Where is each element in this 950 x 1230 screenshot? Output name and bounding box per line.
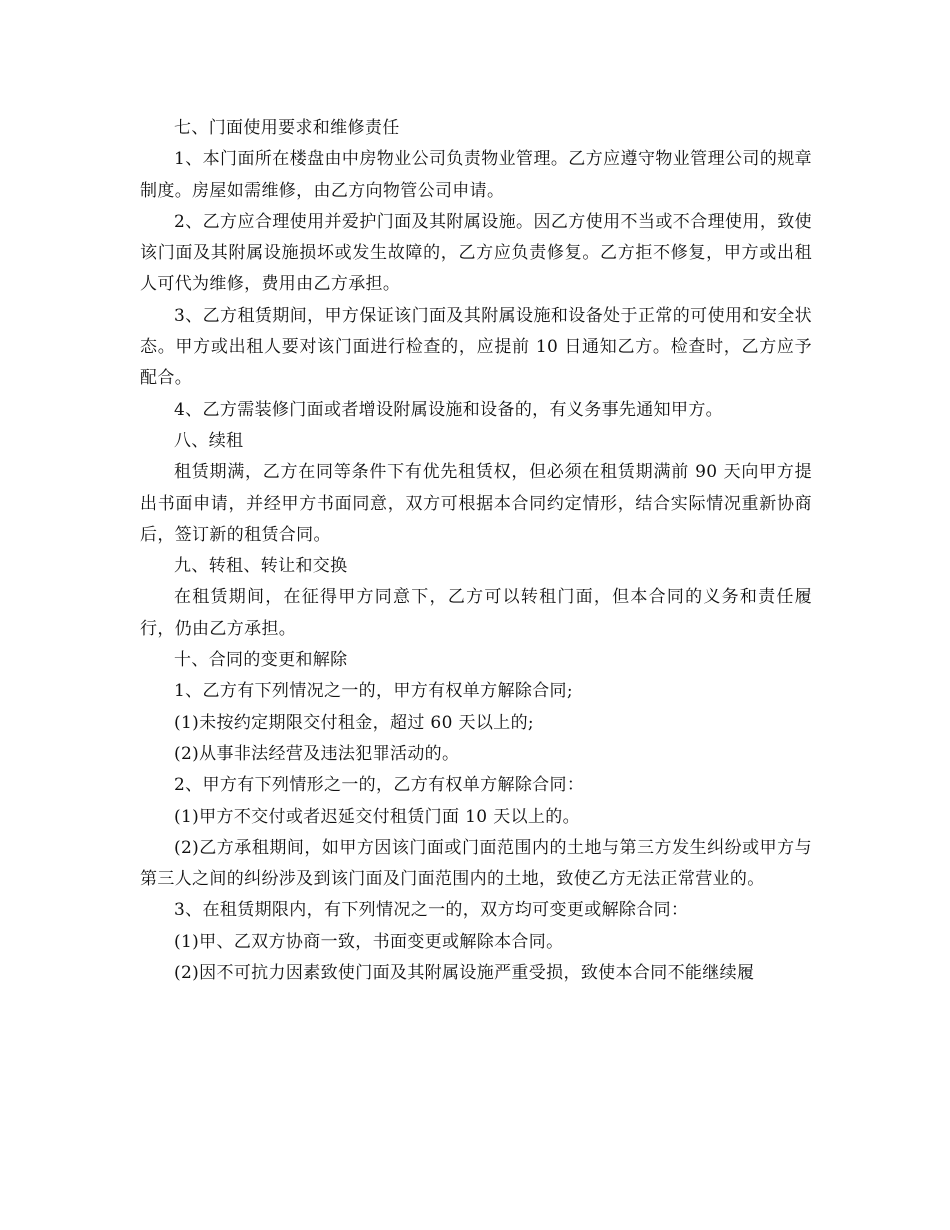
clause-10-1-item-1: (1)未按约定期限交付租金，超过 60 天以上的; (174, 712, 534, 733)
clause-8: 租赁期满，乙方在同等条件下有优先租赁权，但必须在租赁期满前 90 天向甲方提出书面申请，并经甲方书面同意，双方可根据本合同约定情形，结合实际情况重新协商后，签订新的租赁合同。 (140, 462, 812, 545)
clause-9: 在租赁期间，在征得甲方同意下，乙方可以转租门面，但本合同的义务和责任履行，仍由乙方承担。 (140, 587, 812, 639)
section-heading-7: 七、门面使用要求和维修责任 (174, 118, 400, 138)
clause-10-3-item-1: (1)甲、乙双方协商一致，书面变更或解除本合同。 (174, 931, 564, 952)
clause-10-2-item-1: (1)甲方不交付或者迟延交付租赁门面 10 天以上的。 (174, 806, 580, 827)
section-heading-8: 八、续租 (174, 430, 244, 451)
document-body (140, 113, 812, 989)
clause-10-2: 2、甲方有下列情形之一的，乙方有权单方解除合同： (174, 775, 585, 796)
clause-10-1-item-2: (2)从事非法经营及违法犯罪活动的。 (174, 743, 460, 764)
clause-10-1: 1、乙方有下列情况之一的，甲方有权单方解除合同; (174, 681, 573, 702)
clause-7-2: 2、乙方应合理使用并爱护门面及其附属设施。因乙方使用不当或不合理使用，致使该门面及其附属设施损坏或发生故障的，乙方应负责修复。乙方拒不修复，甲方或出租人可代为维修，费用由乙方承担。 (140, 211, 812, 295)
section-heading-10: 十、合同的变更和解除 (174, 650, 348, 671)
clause-10-3-item-2: (2)因不可抗力因素致使门面及其附属设施严重受损，致使本合同不能继续履 (174, 963, 755, 984)
clause-10-2-item-2: (2)乙方承租期间，如甲方因该门面或门面范围内的土地与第三方发生纠纷或甲方与第三人之间的纠纷涉及到该门面及门面范围内的土地，致使乙方无法正常营业的。 (140, 837, 812, 890)
clause-7-3: 3、乙方租赁期间，甲方保证该门面及其附属设施和设备处于正常的可使用和安全状态。甲方或出租人要对该门面进行检查的，应提前 10 日通知乙方。检查时，乙方应予配合。 (140, 305, 812, 389)
clause-7-4: 4、乙方需装修门面或者增设附属设施和设备的，有义务事先通知甲方。 (174, 399, 724, 420)
clause-10-3: 3、在租赁期限内，有下列情况之一的，双方均可变更或解除合同： (174, 900, 689, 921)
section-heading-9: 九、转租、转让和交换 (174, 556, 348, 577)
clause-7-1: 1、本门面所在楼盘由中房物业公司负责物业管理。乙方应遵守物业管理公司的规章制度。房屋如需维修，由乙方向物管公司申请。 (140, 149, 812, 201)
